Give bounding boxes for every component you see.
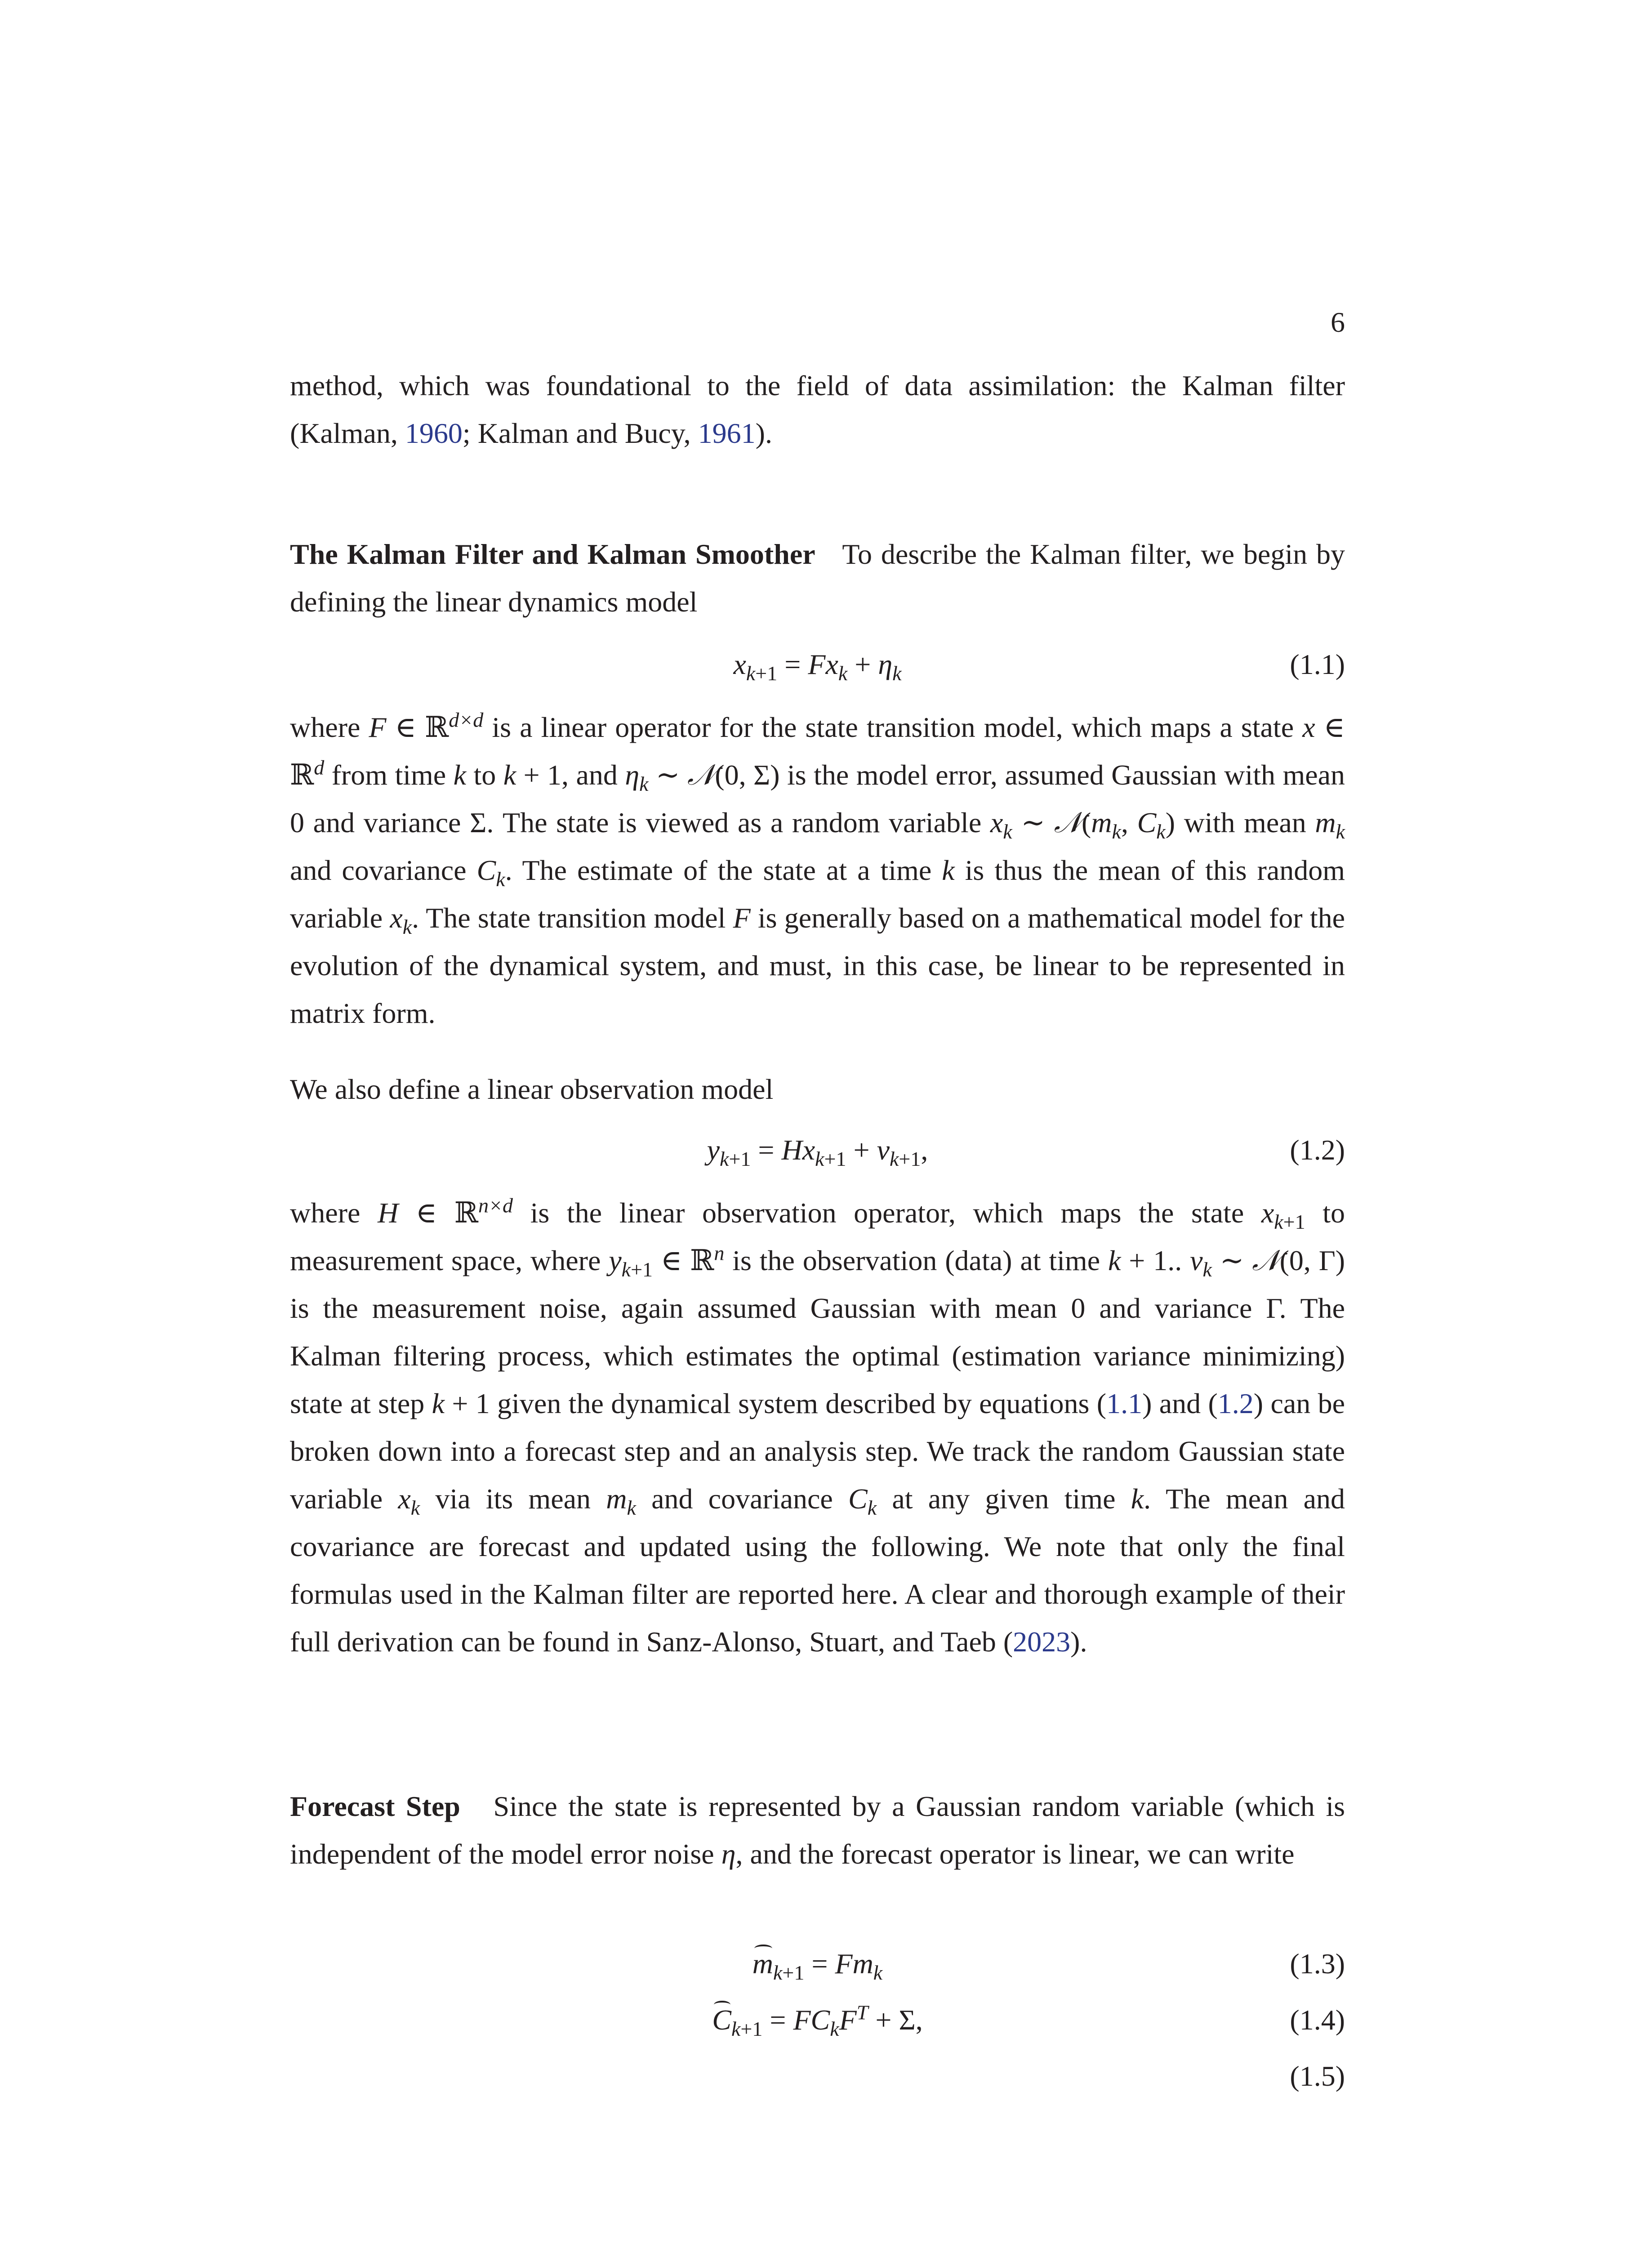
equation-number: (1.4) [1290, 2004, 1345, 2036]
para-text: to [466, 759, 503, 791]
para-text: with mean [1175, 807, 1315, 839]
para-text: and covariance [636, 1483, 849, 1515]
para-text: . The mean and covariance are forecast and updated using the following. We note that only the final formulas used in the Kalman filter are reported here. A clear and thorough example of their full derivation can be found in Sanz-Alonso, Stuart, and Taeb ( [290, 1483, 1345, 1658]
para-text: to measurement space, where [290, 1197, 1345, 1276]
citation-kalman-1960[interactable]: 1960 [405, 417, 463, 449]
equation-ref-1-2[interactable]: 1.2 [1217, 1387, 1254, 1419]
kalman-section-lead [290, 531, 1345, 626]
equation-1-2 [290, 1126, 1345, 1174]
equation-1-3-body: $m_{k+1} = Fm_k$ [290, 1940, 1345, 1988]
para-text: is the observation (data) at time [724, 1244, 1108, 1276]
para-text: is a linear operator for the state transition model, which maps a state [483, 711, 1303, 743]
equation-number: (1.2) [1290, 1134, 1345, 1166]
para-text: . The state transition model [412, 902, 733, 934]
equation-1-3 [290, 1940, 1345, 1988]
section-lead-text: To describe the Kalman filter, we begin by defining the linear dynamics model [290, 538, 1345, 618]
para-text: ) and ( [1142, 1387, 1218, 1419]
para-text: We also define a linear observation model [290, 1073, 774, 1105]
equation-1-5 [290, 2052, 1345, 2100]
intro-text: (Kalman, [290, 417, 405, 449]
dynamics-paragraph: where F ∈ ℝ$^{d\times d}$ is a linear operator for the state transition model, which maps a state x ∈ ℝ$^d$ from time k to k + 1, and $\eta_k$ ∼ 𝒩(0, Σ) is the model error, assumed Gaussian with mean 0 and variance Σ. The state is viewed as a random variable $x_k$ ∼ $𝒩(m_k$, $C_k$) with mean $m_k$ and covariance $C_k$. The estimate of the state at a time k is thus the mean of this random variable $x_k$. The state transition model F is generally based on a mathematical model for the evolution of the dynamical system, and must, in this case, be linear to be represented in matrix form. [290, 708, 1345, 1029]
para-text: is the model error, assumed Gaussian with mean 0 and variance Σ. The state is viewed as a random variable [290, 759, 1345, 839]
para-text: given the dynamical system described by equations ( [490, 1387, 1107, 1419]
para-text: Since the state is represented by a Gaussian random variable (which is independent of the model error noise [290, 1790, 1345, 1870]
para-text: ) can be broken down into a forecast step and an analysis step. We track the random Gaussian state variable [290, 1387, 1345, 1515]
equation-number: (1.1) [1290, 648, 1345, 680]
observation-intro [290, 1066, 1345, 1113]
forecast-paragraph: Forecast Step Since the state is represented by a Gaussian random variable (which is independent of the model error noise η, and the forecast operator is linear, we can write [290, 1790, 1345, 1870]
citation-sanz-alonso-2023[interactable]: 2023 [1013, 1626, 1071, 1658]
citation-kalman-bucy-1961[interactable]: 1961 [698, 417, 756, 449]
page-number: 6 [1331, 306, 1345, 338]
equation-number: (1.5) [1290, 2060, 1345, 2092]
para-text: is thus the mean of this random variable [290, 854, 1345, 934]
observation-paragraph: where H ∈ ℝ$^{n\times d}$ is the linear observation operator, which maps the state $x_{k+1}$ to measurement space, where $y_{k+1}$ ∈ ℝ$^n$ is the observation (data) at time k + 1.. $\nu_k$ ∼ 𝒩(0, Γ) is the measurement noise, again assumed Gaussian with mean 0 and variance Γ. The Kalman filtering process, which estimates the optimal (estimation variance minimizing) state at step k + 1 given the dynamical system described by equations (1.1) and (1.2) can be broken down into a forecast step and an analysis step. We track the random Gaussian state variable $x_k$ via its mean $m_k$ and covariance $C_k$ at any given time k. The mean and covariance are forecast and updated using the following. We note that only the final formulas used in the Kalman filter are reported here. A clear and thorough example of their full derivation can be found in Sanz-Alonso, Stuart, and Taeb (2023). [290, 1194, 1345, 1658]
para-text: , and [561, 759, 625, 791]
para-text: . The estimate of the state at a time [505, 854, 942, 886]
intro-text: ; Kalman and Bucy, [462, 417, 698, 449]
para-text: where [290, 1197, 378, 1229]
equation-1-4 [290, 1996, 1345, 2044]
equation-1-1 [290, 641, 1345, 688]
para-text: where [290, 711, 369, 743]
intro-paragraph [290, 362, 1345, 457]
para-text: ). [1070, 1626, 1087, 1658]
para-text: is the measurement noise, again assumed Gaussian with mean 0 and variance Γ. The Kalman filtering process, which estimates the optimal (estimation variance minimizing) state at step [290, 1292, 1345, 1419]
para-text: via its mean [420, 1483, 606, 1515]
equation-1-2-body: $y_{k+1} = Hx_{k+1} + \nu_{k+1}$, [707, 1134, 928, 1170]
para-text: is the linear observation operator, which maps the state [513, 1197, 1261, 1229]
para-text: at any given time [877, 1483, 1131, 1515]
para-text: , and the forecast operator is linear, we can write [735, 1838, 1295, 1870]
section-heading-kalman: The Kalman Filter and Kalman Smoother [290, 538, 815, 570]
intro-line: method, which was foundational to the field of data assimilation: the Kalman filter [290, 370, 1345, 401]
equation-1-4-body: $C_{k+1} = FC_kF^T + \Sigma$, [290, 1996, 1345, 2044]
para-text: is generally based on a mathematical model for the evolution of the dynamical system, and must, in this case, be linear to be represented in matrix form. [290, 902, 1345, 1029]
equation-ref-1-1[interactable]: 1.1 [1106, 1387, 1143, 1419]
section-heading-forecast: Forecast Step [290, 1790, 460, 1822]
equation-1-1-body: $x_{k+1} = Fx_k + \eta_k$ [733, 648, 902, 685]
para-text: and covariance [290, 854, 477, 886]
intro-text: ). [755, 417, 772, 449]
para-text: from time [324, 759, 454, 791]
equation-number: (1.3) [1290, 1948, 1345, 1980]
para-text: . [1175, 1244, 1190, 1276]
